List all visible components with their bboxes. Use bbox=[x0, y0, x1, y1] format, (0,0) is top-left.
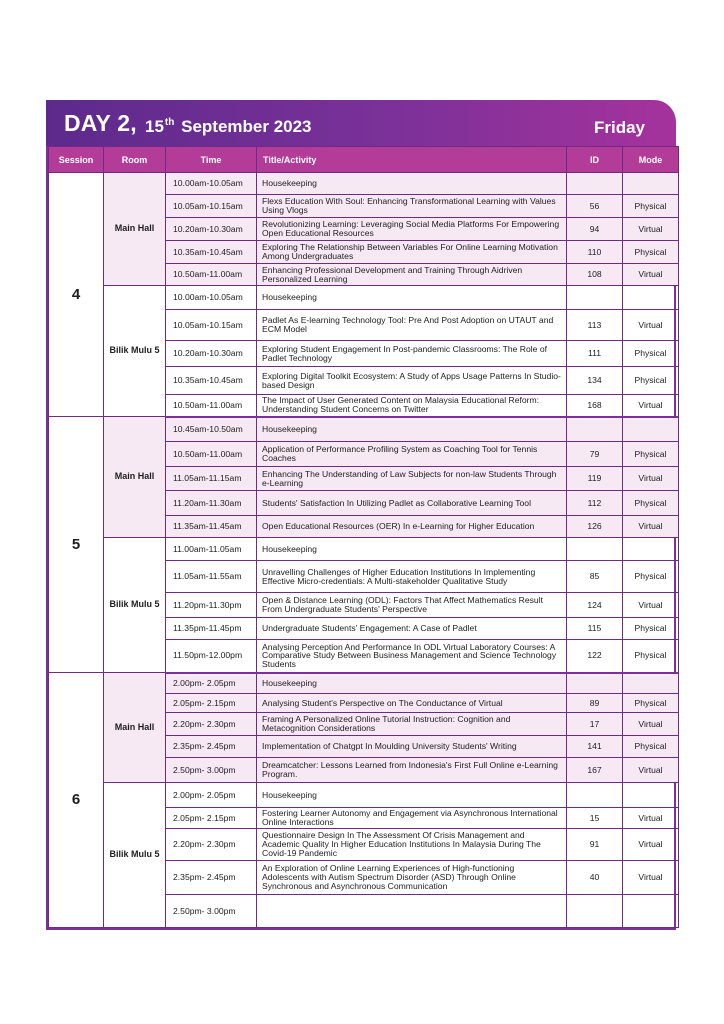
title-cell: Framing A Personalized Online Tutorial Instruction: Cognition and Metacognition Considerations bbox=[257, 713, 567, 736]
mode-cell: Physical bbox=[623, 640, 679, 673]
id-cell: 79 bbox=[567, 442, 623, 467]
mode-cell: Virtual bbox=[623, 713, 679, 736]
time-cell: 10.35am-10.45am bbox=[166, 241, 257, 264]
id-cell: 112 bbox=[567, 491, 623, 516]
id-cell: 89 bbox=[567, 694, 623, 713]
table-row bbox=[49, 673, 679, 694]
title-cell: Revolutionizing Learning: Leveraging Social Media Platforms For Empowering Open Educational Resources bbox=[257, 218, 567, 241]
title-cell: Dreamcatcher: Lessons Learned from Indonesia's First Full Online e-Learning Program. bbox=[257, 758, 567, 783]
col-header-id: ID bbox=[567, 147, 623, 173]
id-cell: 126 bbox=[567, 516, 623, 538]
id-cell bbox=[567, 417, 623, 442]
title-cell: Undergraduate Students' Engagement: A Case of Padlet bbox=[257, 618, 567, 640]
session-number: 4 bbox=[49, 173, 104, 417]
time-cell: 10.35am-10.45am bbox=[166, 367, 257, 395]
title-cell: Open & Distance Learning (ODL): Factors That Affect Mathematics Result From Undergraduate Students' Perspective bbox=[257, 593, 567, 618]
room-name: Bilik Mulu 5 bbox=[104, 783, 166, 928]
table-row bbox=[49, 538, 679, 561]
mode-cell: Virtual bbox=[623, 467, 679, 491]
room-name: Bilik Mulu 5 bbox=[104, 538, 166, 673]
time-cell: 10.20am-10.30am bbox=[166, 218, 257, 241]
col-header-mode: Mode bbox=[623, 147, 679, 173]
time-cell: 2.35pm- 2.45pm bbox=[166, 736, 257, 758]
time-cell: 10.05am-10.15am bbox=[166, 195, 257, 218]
mode-cell: Virtual bbox=[623, 264, 679, 286]
title-cell: Exploring The Relationship Between Variables For Online Learning Motivation Among Undergraduates bbox=[257, 241, 567, 264]
mode-cell: Physical bbox=[623, 442, 679, 467]
mode-cell: Virtual bbox=[623, 516, 679, 538]
time-cell: 2.05pm- 2.15pm bbox=[166, 694, 257, 713]
time-cell: 10.00am-10.05am bbox=[166, 286, 257, 310]
time-cell: 10.50am-11.00am bbox=[166, 264, 257, 286]
mode-cell: Virtual bbox=[623, 861, 679, 895]
title-cell bbox=[257, 895, 567, 928]
id-cell: 108 bbox=[567, 264, 623, 286]
mode-cell: Virtual bbox=[623, 808, 679, 829]
title-cell: Questionnaire Design In The Assessment Of Crisis Management and Academic Quality In Higher Education Institutions In Malaysia During The Covid-19 Pandemic bbox=[257, 829, 567, 861]
title-cell: An Exploration of Online Learning Experiences of High-functioning Adolescents with Autism Spectrum Disorder (ASD) Through Online Synchronous and Asynchronous Communication bbox=[257, 861, 567, 895]
id-cell bbox=[567, 538, 623, 561]
mode-cell bbox=[623, 538, 679, 561]
mode-cell: Physical bbox=[623, 241, 679, 264]
schedule-frame bbox=[46, 100, 676, 930]
title-cell: Exploring Student Engagement In Post-pandemic Classrooms: The Role of Padlet Technology bbox=[257, 341, 567, 367]
title-cell: Open Educational Resources (OER) In e-Learning for Higher Education bbox=[257, 516, 567, 538]
weekday-label: Friday bbox=[593, 118, 645, 137]
date-rest: September 2023 bbox=[181, 117, 312, 136]
mode-cell: Physical bbox=[623, 618, 679, 640]
day-label: DAY 2, bbox=[64, 110, 137, 136]
title-cell: Flexs Education With Soul: Enhancing Transformational Learning with Values Using Vlogs bbox=[257, 195, 567, 218]
id-cell: 91 bbox=[567, 829, 623, 861]
title-cell: Application of Performance Profiling System as Coaching Tool for Tennis Coaches bbox=[257, 442, 567, 467]
table-row bbox=[49, 783, 679, 808]
id-cell: 15 bbox=[567, 808, 623, 829]
id-cell: 119 bbox=[567, 467, 623, 491]
time-cell: 2.20pm- 2.30pm bbox=[166, 829, 257, 861]
id-cell: 113 bbox=[567, 310, 623, 341]
col-header-time: Time bbox=[166, 147, 257, 173]
mode-cell: Physical bbox=[623, 341, 679, 367]
table-row bbox=[49, 286, 679, 310]
id-cell: 17 bbox=[567, 713, 623, 736]
time-cell: 2.00pm- 2.05pm bbox=[166, 783, 257, 808]
session-number: 6 bbox=[49, 673, 104, 928]
mode-cell bbox=[623, 173, 679, 195]
date-suffix: th bbox=[164, 117, 175, 128]
id-cell: 122 bbox=[567, 640, 623, 673]
id-cell: 134 bbox=[567, 367, 623, 395]
id-cell: 40 bbox=[567, 861, 623, 895]
mode-cell: Physical bbox=[623, 195, 679, 218]
schedule-table-wrap bbox=[46, 146, 676, 930]
col-header-title: Title/Activity bbox=[257, 147, 567, 173]
title-cell: Housekeeping bbox=[257, 173, 567, 195]
id-cell bbox=[567, 783, 623, 808]
table-header-row bbox=[49, 147, 679, 173]
room-name: Main Hall bbox=[104, 417, 166, 538]
mode-cell: Physical bbox=[623, 694, 679, 713]
time-cell: 2.50pm- 3.00pm bbox=[166, 758, 257, 783]
title-cell: The Impact of User Generated Content on Malaysia Educational Reform: Understanding Student Concerns on Twitter bbox=[257, 395, 567, 417]
time-cell: 11.05am-11.15am bbox=[166, 467, 257, 491]
id-cell bbox=[567, 286, 623, 310]
room-name: Main Hall bbox=[104, 673, 166, 783]
mode-cell: Virtual bbox=[623, 395, 679, 417]
time-cell: 2.50pm- 3.00pm bbox=[166, 895, 257, 928]
title-cell: Unravelling Challenges of Higher Education Institutions In Implementing Effective Micro-credentials: A Multi-stakeholder Qualitative Study bbox=[257, 561, 567, 593]
col-header-room: Room bbox=[104, 147, 166, 173]
mode-cell: Physical bbox=[623, 736, 679, 758]
title-cell: Analysing Student's Perspective on The Conductance of Virtual bbox=[257, 694, 567, 713]
mode-cell: Physical bbox=[623, 491, 679, 516]
time-cell: 10.00am-10.05am bbox=[166, 173, 257, 195]
id-cell: 124 bbox=[567, 593, 623, 618]
mode-cell: Physical bbox=[623, 367, 679, 395]
title-cell: Housekeeping bbox=[257, 286, 567, 310]
time-cell: 11.20am-11.30am bbox=[166, 491, 257, 516]
id-cell: 141 bbox=[567, 736, 623, 758]
col-header-session: Session bbox=[49, 147, 104, 173]
time-cell: 2.05pm- 2.15pm bbox=[166, 808, 257, 829]
mode-cell: Virtual bbox=[623, 758, 679, 783]
mode-cell bbox=[623, 417, 679, 442]
title-cell: Enhancing The Understanding of Law Subjects for non-law Students Through e-Learning bbox=[257, 467, 567, 491]
time-cell: 10.50am-11.00am bbox=[166, 442, 257, 467]
title-cell: Fostering Learner Autonomy and Engagement via Asynchronous International Online Interactions bbox=[257, 808, 567, 829]
title-cell: Housekeeping bbox=[257, 417, 567, 442]
mode-cell bbox=[623, 286, 679, 310]
title-cell: Housekeeping bbox=[257, 783, 567, 808]
id-cell: 85 bbox=[567, 561, 623, 593]
title-cell: Housekeeping bbox=[257, 538, 567, 561]
id-cell: 115 bbox=[567, 618, 623, 640]
time-cell: 11.20pm-11.30pm bbox=[166, 593, 257, 618]
time-cell: 11.50pm-12.00pm bbox=[166, 640, 257, 673]
title-cell: Students' Satisfaction In Utilizing Padlet as Collaborative Learning Tool bbox=[257, 491, 567, 516]
schedule-table bbox=[48, 146, 679, 928]
room-name: Main Hall bbox=[104, 173, 166, 286]
time-cell: 10.45am-10.50am bbox=[166, 417, 257, 442]
time-cell: 10.50am-11.00am bbox=[166, 395, 257, 417]
mode-cell: Virtual bbox=[623, 218, 679, 241]
id-cell: 94 bbox=[567, 218, 623, 241]
mode-cell: Virtual bbox=[623, 593, 679, 618]
time-cell: 2.20pm- 2.30pm bbox=[166, 713, 257, 736]
id-cell bbox=[567, 895, 623, 928]
time-cell: 10.20am-10.30am bbox=[166, 341, 257, 367]
mode-cell: Virtual bbox=[623, 829, 679, 861]
date-day: 15 bbox=[145, 117, 164, 136]
id-cell: 168 bbox=[567, 395, 623, 417]
day-banner bbox=[46, 100, 676, 146]
title-cell: Implementation of Chatgpt In Moulding University Students' Writing bbox=[257, 736, 567, 758]
id-cell bbox=[567, 673, 623, 694]
mode-cell: Physical bbox=[623, 561, 679, 593]
title-cell: Analysing Perception And Performance In ODL Virtual Laboratory Courses: A Comparative Study Between Business Management and Science Technology Students bbox=[257, 640, 567, 673]
table-row bbox=[49, 417, 679, 442]
time-cell: 11.00am-11.05am bbox=[166, 538, 257, 561]
title-cell: Padlet As E-learning Technology Tool: Pre And Post Adoption on UTAUT and ECM Model bbox=[257, 310, 567, 341]
schedule-body bbox=[49, 173, 679, 928]
mode-cell bbox=[623, 895, 679, 928]
time-cell: 11.35pm-11.45pm bbox=[166, 618, 257, 640]
title-cell: Housekeeping bbox=[257, 673, 567, 694]
session-number: 5 bbox=[49, 417, 104, 673]
id-cell: 111 bbox=[567, 341, 623, 367]
table-row bbox=[49, 173, 679, 195]
mode-cell bbox=[623, 673, 679, 694]
time-cell: 11.05am-11.55am bbox=[166, 561, 257, 593]
id-cell: 167 bbox=[567, 758, 623, 783]
date-label bbox=[145, 117, 312, 137]
mode-cell bbox=[623, 783, 679, 808]
id-cell: 110 bbox=[567, 241, 623, 264]
time-cell: 2.35pm- 2.45pm bbox=[166, 861, 257, 895]
time-cell: 2.00pm- 2.05pm bbox=[166, 673, 257, 694]
room-name: Bilik Mulu 5 bbox=[104, 286, 166, 417]
time-cell: 11.35am-11.45am bbox=[166, 516, 257, 538]
title-cell: Enhancing Professional Development and Training Through Aidriven Personalized Learning bbox=[257, 264, 567, 286]
title-cell: Exploring Digital Toolkit Ecosystem: A Study of Apps Usage Patterns In Studio-based Design bbox=[257, 367, 567, 395]
mode-cell: Virtual bbox=[623, 310, 679, 341]
id-cell bbox=[567, 173, 623, 195]
id-cell: 56 bbox=[567, 195, 623, 218]
time-cell: 10.05am-10.15am bbox=[166, 310, 257, 341]
